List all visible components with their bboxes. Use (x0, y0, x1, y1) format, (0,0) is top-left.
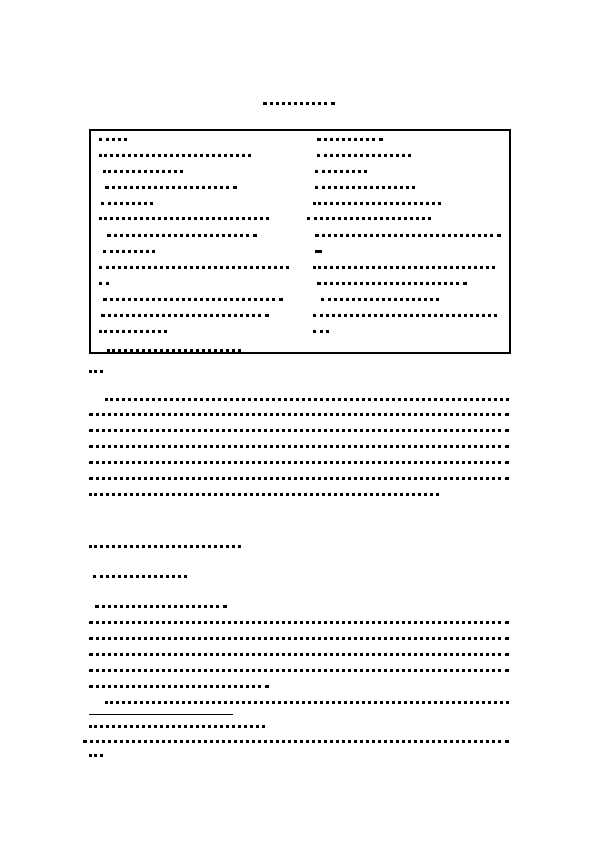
toc-entry (313, 266, 495, 269)
toc-entry (107, 234, 257, 237)
toc-entry (99, 282, 109, 285)
toc-entry (99, 330, 167, 333)
paragraph-line (89, 493, 439, 496)
toc-entry (107, 349, 241, 352)
paragraph-line (89, 477, 509, 480)
toc-entry (99, 217, 269, 220)
toc-entry (313, 314, 497, 317)
toc-entry (321, 298, 439, 301)
footnote (83, 740, 509, 743)
subsection-heading (89, 545, 241, 548)
paragraph-line (105, 701, 509, 704)
toc-entry (313, 330, 329, 333)
toc-entry (317, 154, 411, 157)
toc-entry (101, 202, 153, 205)
paragraph-line (89, 685, 269, 688)
paragraph-line (89, 669, 509, 672)
paragraph-line (89, 637, 509, 640)
toc-entry (99, 138, 127, 141)
document-title (263, 102, 335, 105)
paragraph-line (89, 413, 509, 416)
toc-entry (99, 154, 251, 157)
toc-entry (315, 250, 321, 253)
toc-entry (315, 234, 501, 237)
toc-entry (105, 186, 237, 189)
toc-entry (313, 202, 441, 205)
toc-entry (307, 217, 431, 220)
section-heading (89, 370, 103, 373)
toc-entry (317, 138, 383, 141)
toc-entry (103, 170, 183, 173)
toc-entry (101, 314, 269, 317)
subsection-heading (93, 575, 187, 578)
paragraph-line (89, 461, 509, 464)
toc-entry (317, 282, 467, 285)
footnote-separator (89, 714, 233, 715)
table-of-contents (89, 129, 511, 354)
toc-entry (103, 250, 155, 253)
toc-entry (103, 298, 283, 301)
page-number (89, 754, 103, 757)
paragraph-line (89, 429, 509, 432)
footnote (89, 725, 265, 728)
paragraph-line (89, 445, 509, 448)
paragraph-line (105, 398, 509, 401)
paragraph-line (89, 621, 509, 624)
subsection-heading (95, 605, 227, 608)
toc-entry (315, 170, 367, 173)
toc-entry (99, 266, 289, 269)
toc-entry (315, 186, 415, 189)
paragraph-line (89, 653, 509, 656)
